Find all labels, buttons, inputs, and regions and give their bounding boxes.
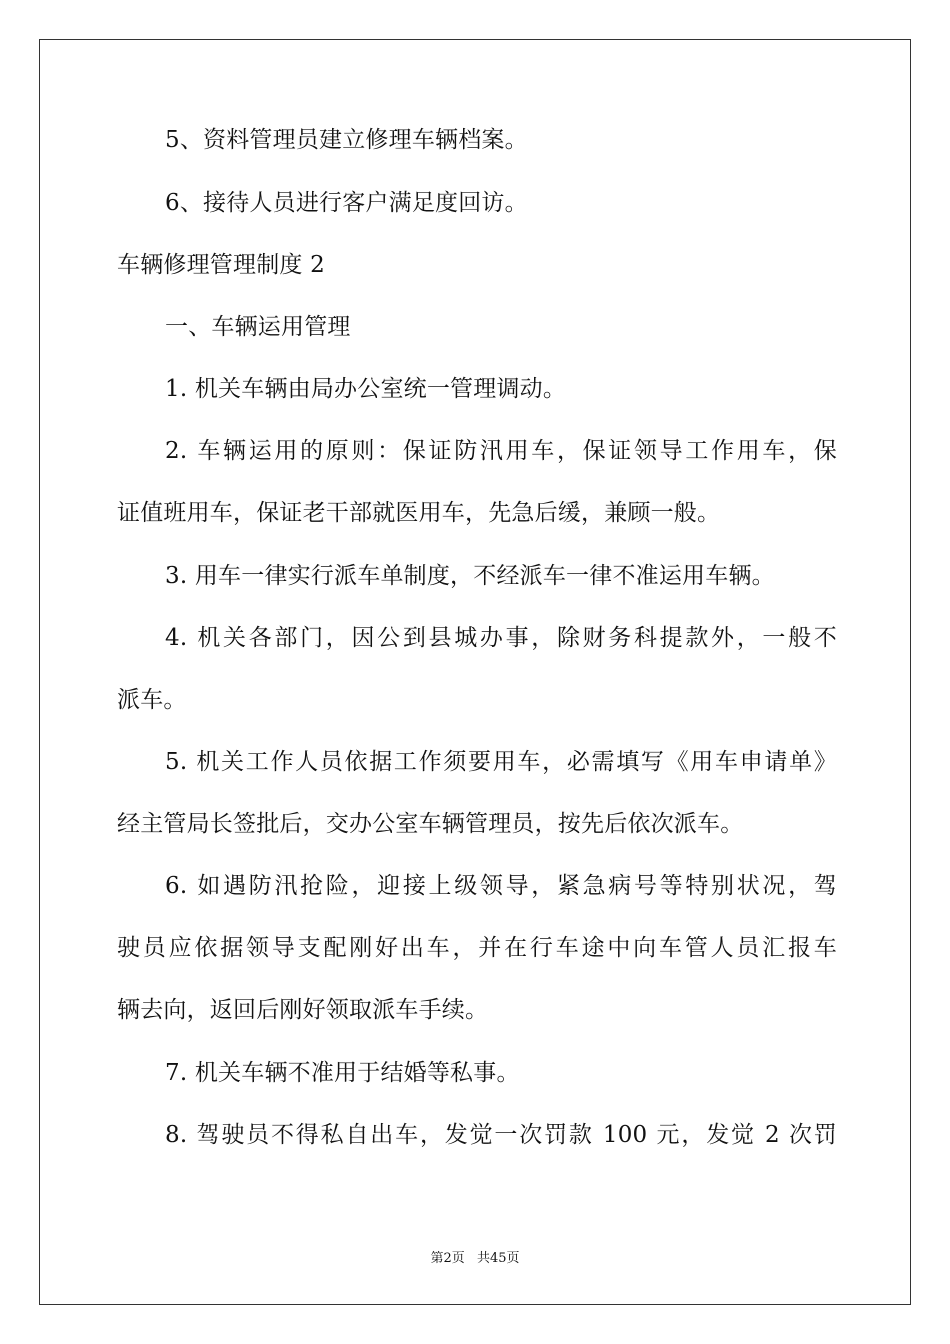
rule-3: 3. 用车一律实行派车单制度，不经派车一律不准运用车辆。 <box>165 563 775 589</box>
page-border <box>39 39 911 1305</box>
rule-2-line-2: 证值班用车，保证老干部就医用车，先急后缓，兼顾一般。 <box>117 500 721 526</box>
subsection-heading: 一、车辆运用管理 <box>165 314 351 340</box>
rule-6-line-2: 驶员应依据领导支配刚好出车，并在行车途中向车管人员汇报车 <box>117 935 837 961</box>
page-footer <box>0 1247 950 1266</box>
rule-5-line-1: 5. 机关工作人员依据工作须要用车，必需填写《用车申请单》 <box>165 749 837 775</box>
section-title: 车辆修理管理制度 2 <box>117 252 325 278</box>
rule-6-line-3: 辆去向，返回后刚好领取派车手续。 <box>117 997 489 1023</box>
paragraph-item-5: 5、资料管理员建立修理车辆档案。 <box>165 127 528 153</box>
rule-5-line-2: 经主管局长签批后，交办公室车辆管理员，按先后依次派车。 <box>117 811 744 837</box>
rule-8-line-1: 8. 驾驶员不得私自出车，发觉一次罚款 100 元，发觉 2 次罚 <box>165 1122 837 1148</box>
rule-6-line-1: 6. 如遇防汛抢险，迎接上级领导，紧急病号等特别状况，驾 <box>165 873 837 899</box>
page-number: 第2页 <box>430 1251 465 1266</box>
paragraph-item-6: 6、接待人员进行客户满足度回访。 <box>165 190 528 216</box>
rule-2-line-1: 2. 车辆运用的原则：保证防汛用车，保证领导工作用车，保 <box>165 438 837 464</box>
rule-1: 1. 机关车辆由局办公室统一管理调动。 <box>165 376 567 402</box>
rule-7: 7. 机关车辆不准用于结婚等私事。 <box>165 1060 520 1086</box>
page-total: 共45页 <box>476 1251 520 1266</box>
rule-4-line-2: 派车。 <box>117 687 187 713</box>
rule-4-line-1: 4. 机关各部门，因公到县城办事，除财务科提款外，一般不 <box>165 625 837 651</box>
